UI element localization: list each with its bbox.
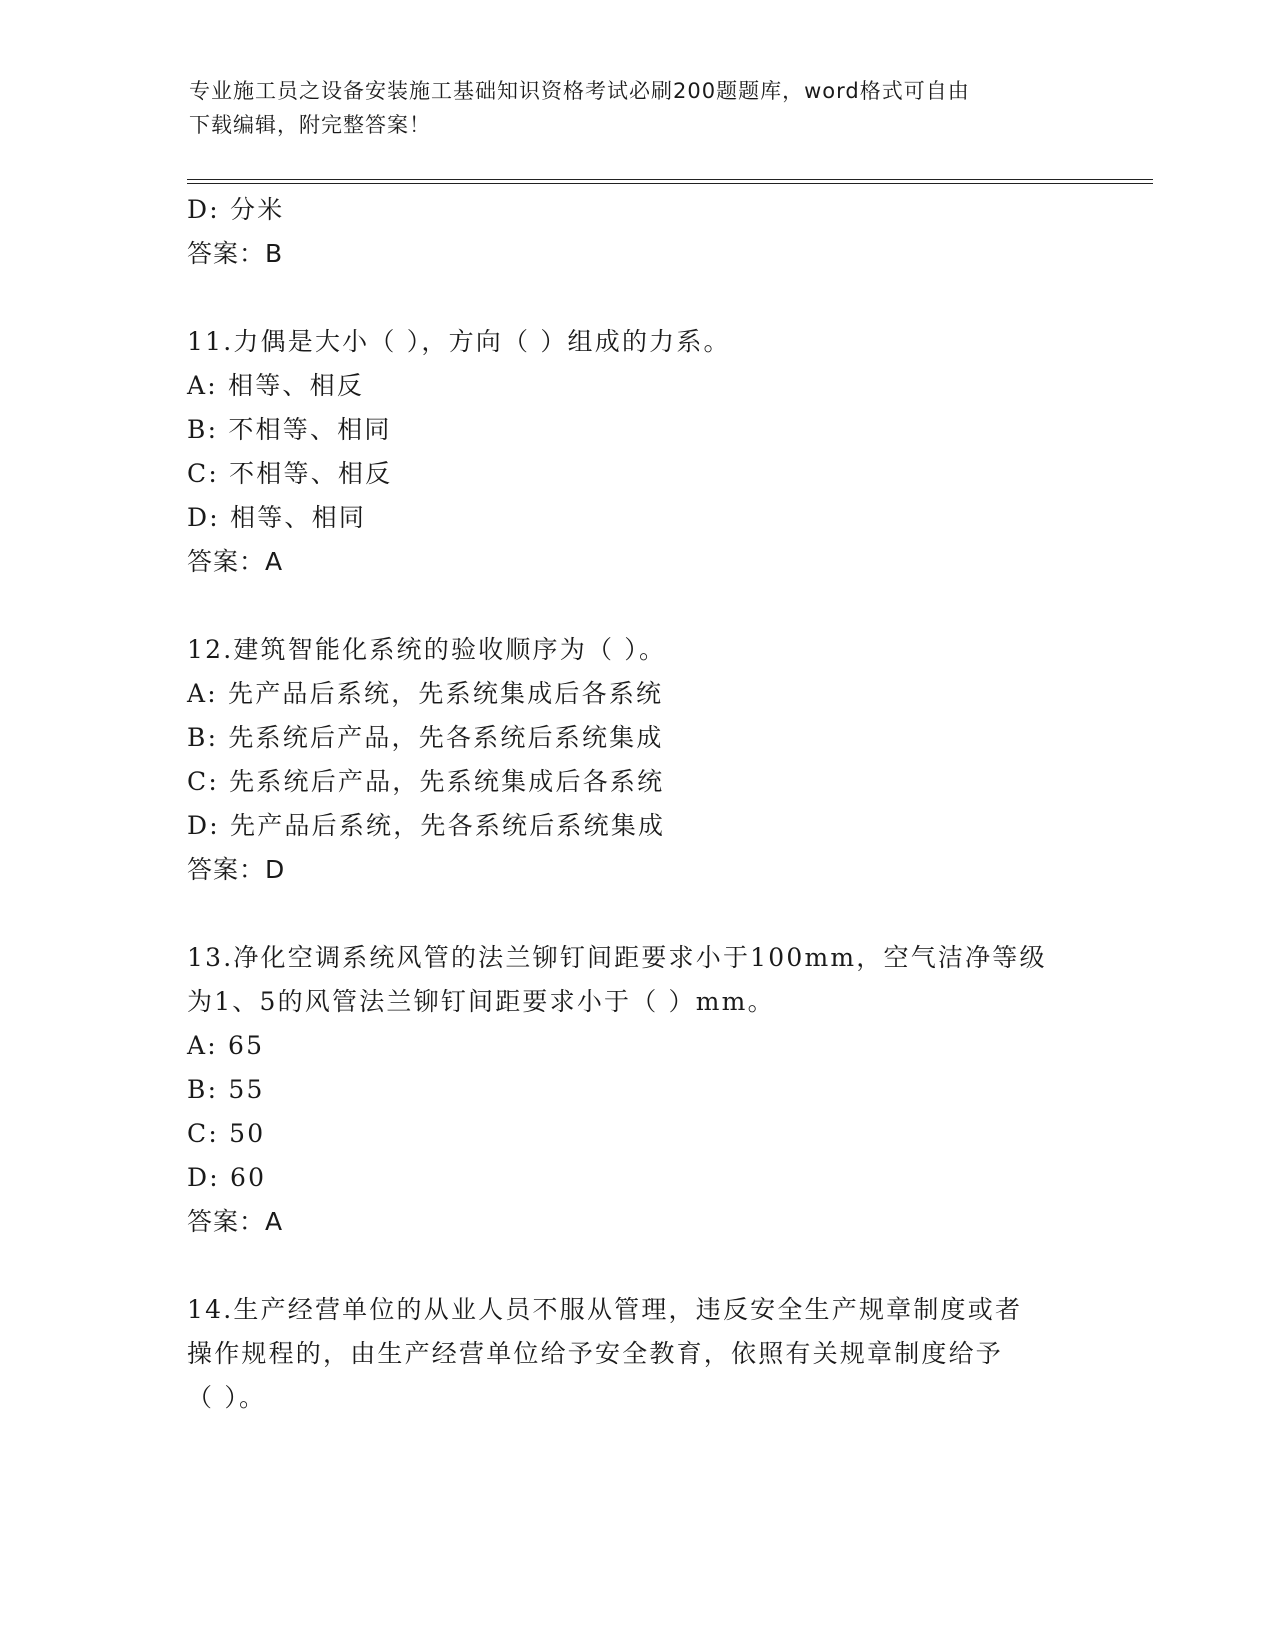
q13-option-b: B: 55 (187, 1075, 265, 1104)
q14-stem-line-1: 14.生产经营单位的从业人员不服从管理，违反安全生产规章制度或者 (187, 1295, 1023, 1324)
q12-option-d: D: 先产品后系统，先各系统后系统集成 (187, 811, 666, 840)
q11-stem: 11.力偶是大小（ ），方向（ ）组成的力系。 (187, 327, 731, 356)
header-line-2: 下载编辑，附完整答案！ (189, 113, 431, 137)
q13-option-a: A: 65 (187, 1031, 265, 1060)
q12-answer: 答案：D (187, 855, 286, 884)
q10-answer: 答案：B (187, 239, 284, 268)
q10-option-d: D: 分米 (187, 195, 285, 224)
q14-stem-line-2: 操作规程的，由生产经营单位给予安全教育，依照有关规章制度给予 (187, 1339, 1004, 1368)
header-line-1: 专业施工员之设备安装施工基础知识资格考试必刷200题题库，word格式可自由 (189, 79, 970, 103)
q11-option-d: D: 相等、相同 (187, 503, 367, 532)
document-header (189, 74, 1069, 142)
q13-stem-line-1: 13.净化空调系统风管的法兰铆钉间距要求小于100mm，空气洁净等级 (187, 943, 1047, 972)
q12-stem: 12.建筑智能化系统的验收顺序为（ ）。 (187, 635, 667, 664)
q13-option-c: C: 50 (187, 1119, 266, 1148)
header-divider-bottom (187, 183, 1153, 184)
q13-option-d: D: 60 (187, 1163, 267, 1192)
q13-answer: 答案：A (187, 1207, 284, 1236)
q11-option-c: C: 不相等、相反 (187, 459, 393, 488)
header-divider-top (187, 179, 1153, 180)
q12-option-a: A: 先产品后系统，先系统集成后各系统 (187, 679, 664, 708)
q13-stem-line-2: 为1、5的风管法兰铆钉间距要求小于（ ）mm。 (187, 987, 775, 1016)
q12-option-c: C: 先系统后产品，先系统集成后各系统 (187, 767, 665, 796)
q12-option-b: B: 先系统后产品，先各系统后系统集成 (187, 723, 664, 752)
q11-answer: 答案：A (187, 547, 284, 576)
q11-option-a: A: 相等、相反 (187, 371, 365, 400)
q14-stem-line-3: （ ）。 (187, 1383, 267, 1412)
q11-option-b: B: 不相等、相同 (187, 415, 392, 444)
